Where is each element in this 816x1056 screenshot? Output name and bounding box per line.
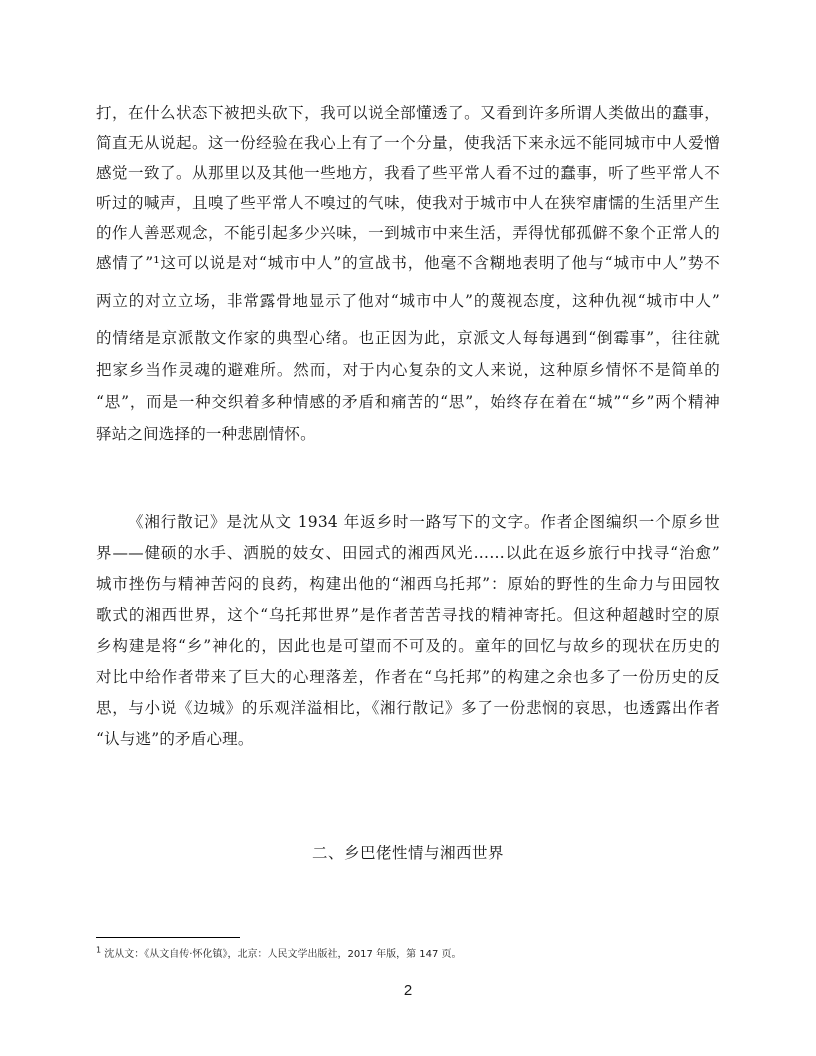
body-paragraph-1 bbox=[96, 98, 720, 449]
text-line: 两立的对立立场，非常露骨地显示了他对“城市中人”的蔑视态度，这种仇视“城市中人” bbox=[96, 292, 720, 310]
footnote-text: 沈从文：《从文自传·怀化镇》，北京：人民文学出版社，2017 年版，第 147 页。 bbox=[104, 949, 462, 960]
text-line: “思”，而是一种交织着多种情感的矛盾和痛苦的“思”，始终存在着在“城”“乡”两个精神 bbox=[96, 393, 720, 411]
text-line: 感觉一致了。从那里以及其他一些地方，我看了些平常人看不过的蠢事，听了些平常人不 bbox=[96, 164, 720, 182]
section-heading: 二、乡巴佬性情与湘西世界 bbox=[311, 844, 504, 862]
text-line: 简直无从说起。这一份经验在我心上有了一个分量，使我活下来永远不能同城市中人爱憎 bbox=[96, 134, 720, 152]
body-paragraph-2 bbox=[96, 507, 720, 754]
text-line: 界——健硕的水手、洒脱的妓女、田园式的湘西风光……以此在返乡旅行中找寻“治愈” bbox=[96, 544, 720, 562]
footnote-marker: 1 bbox=[96, 945, 102, 955]
text-line: 打，在什么状态下被把头砍下，我可以说全部懂透了。又看到许多所谓人类做出的蠢事， bbox=[96, 104, 720, 122]
text-line: 思，与小说《边城》的乐观洋溢相比，《湘行散记》多了一份悲悯的哀思，也透露出作者 bbox=[96, 699, 720, 717]
page-number: 2 bbox=[403, 982, 413, 999]
text-line: 城市挫伤与精神苦闷的良药，构建出他的“湘西乌托邦”：原始的野性的生命力与田园牧 bbox=[96, 575, 720, 593]
footnote-divider bbox=[96, 937, 240, 938]
text-line: “认与逃”的矛盾心理。 bbox=[96, 730, 254, 748]
text-line: 感情了”¹这可以说是对“城市中人”的宣战书，他毫不含糊地表明了他与“城市中人”势不 bbox=[96, 254, 720, 272]
text-line: 歌式的湘西世界，这个“乌托邦世界”是作者苦苦寻找的精神寄托。但这种超越时空的原 bbox=[96, 606, 720, 624]
text-line: 驿站之间选择的一种悲剧情怀。 bbox=[96, 425, 316, 443]
text-line: 乡构建是将“乡”神化的，因此也是可望而不可及的。童年的回忆与故乡的现状在历史的 bbox=[96, 637, 720, 655]
text-line: 把家乡当作灵魂的避难所。然而，对于内心复杂的文人来说，这种原乡情怀不是简单的 bbox=[96, 361, 720, 379]
text-line: 的作人善恶观念，不能引起多少兴味，一到城市中来生活，弄得忧郁孤僻不象个正常人的 bbox=[96, 224, 720, 242]
text-line: 听过的喊声，且嗅了些平常人不嗅过的气味，使我对于城市中人在狭窄庸懦的生活里产生 bbox=[96, 194, 720, 212]
text-line: 《湘行散记》是沈从文 1934 年返乡时一路写下的文字。作者企图编织一个原乡世 bbox=[128, 513, 720, 531]
footnote bbox=[96, 945, 462, 960]
text-line: 对比中给作者带来了巨大的心理落差，作者在“乌托邦”的构建之余也多了一份历史的反 bbox=[96, 668, 720, 686]
text-line: 的情绪是京派散文作家的典型心绪。也正因为此，京派文人每每遇到“倒霉事”，往往就 bbox=[96, 329, 720, 347]
